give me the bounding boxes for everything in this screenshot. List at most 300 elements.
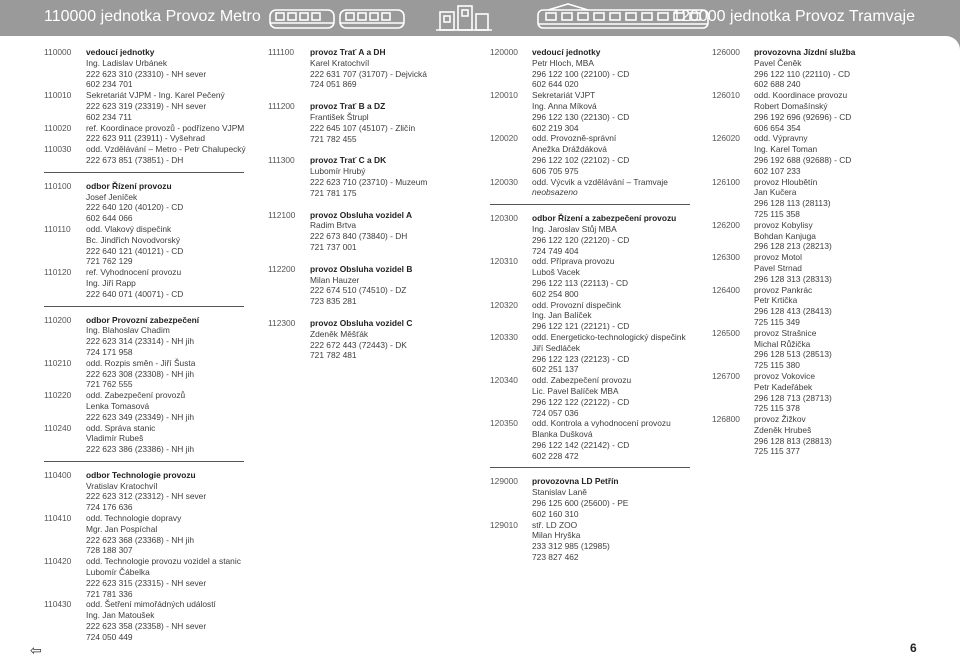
phone-line: 222 623 368 (23368) - NH jih <box>86 534 195 545</box>
unit-code: 110240 <box>44 422 72 433</box>
phone-line: 721 762 555 <box>86 379 133 390</box>
entry-content <box>754 47 922 90</box>
unit-code: 126300 <box>712 252 740 263</box>
unit-name: odd. Energeticko-technologický dispečink <box>532 331 686 342</box>
person-name: Stanislav Laně <box>532 487 587 498</box>
unit-code: 110410 <box>44 513 72 524</box>
entry-content <box>532 476 705 519</box>
section-divider <box>490 467 690 468</box>
directory-entry <box>712 133 922 176</box>
phone-line: 296 122 113 (22113) - CD <box>532 277 629 288</box>
person-name: Bohdan Kanjuga <box>754 230 816 241</box>
entry-content <box>86 267 259 299</box>
unit-code: 110030 <box>44 144 72 155</box>
unit-name: provoz Obsluha vozidel C <box>310 317 413 328</box>
unit-code: 111300 <box>268 155 295 166</box>
person-name: Robert Domašínský <box>754 100 828 111</box>
entry-content <box>310 155 473 198</box>
directory-entry <box>712 285 922 328</box>
directory-entry <box>44 315 259 358</box>
transport-icons <box>268 2 718 34</box>
directory-entry <box>44 513 259 556</box>
entry-content <box>86 315 259 358</box>
unit-name: ref. Koordinace provozů - podřízeno VJPM <box>86 122 245 133</box>
unit-name: odd. Provozní dispečink <box>532 299 621 310</box>
entry-content <box>532 418 705 461</box>
city-building-icon <box>436 6 492 30</box>
unit-code: 110010 <box>44 90 72 101</box>
entry-content <box>754 414 922 457</box>
mobile-number: 725 115 377 <box>754 446 800 457</box>
person-name: Anežka Dráždáková <box>532 144 607 155</box>
person-name: Lenka Tomasová <box>86 400 150 411</box>
unit-name: odd. Příprava provozu <box>532 256 615 267</box>
unit-name: vedoucí jednotky <box>86 47 155 57</box>
phone-line: 222 640 071 (40071) - CD <box>86 288 184 299</box>
phone-line: 296 122 130 (22130) - CD <box>532 111 630 122</box>
unit-code: 112200 <box>268 263 296 274</box>
unit-code: 110100 <box>44 180 72 191</box>
phone-line: 233 312 985 (12985) <box>532 541 610 552</box>
unit-code: 110120 <box>44 267 72 278</box>
person-name: Jiří Sedláček <box>532 342 580 353</box>
unit-code: 120030 <box>490 176 518 187</box>
unit-name: odd. Výpravny <box>754 133 808 144</box>
mobile-number: 721 782 481 <box>310 350 357 361</box>
entry-content <box>532 177 705 199</box>
unit-code: 120300 <box>490 213 518 224</box>
unit-name: odbor Provozní zabezpečení <box>86 314 200 325</box>
unit-code: 111100 <box>268 47 295 57</box>
unit-name: odd. Provozně-správní <box>532 133 617 144</box>
directory-entry <box>490 133 705 176</box>
phone-line: 222 623 315 (23315) - NH sever <box>86 577 207 588</box>
unit-name: odd. Šetření mimořádných událostí <box>86 599 216 610</box>
directory-entry <box>712 371 922 414</box>
entry-content <box>310 264 473 307</box>
entry-content <box>532 213 705 256</box>
column-metro-operations <box>268 47 473 361</box>
mobile-number: 602 254 800 <box>532 288 579 299</box>
mobile-number: 725 115 380 <box>754 360 800 371</box>
metro-train-icon <box>270 10 404 28</box>
entry-content <box>86 423 259 455</box>
mobile-number: 721 781 175 <box>310 187 357 198</box>
entry-content <box>532 90 705 133</box>
phone-line: 296 128 313 (28313) <box>754 273 832 284</box>
phone-line: 222 623 358 (23358) - NH sever <box>86 621 207 632</box>
person-name: Bc. Jindřich Novodvorský <box>86 234 181 245</box>
directory-entry <box>44 390 259 422</box>
section-divider <box>44 461 244 462</box>
unit-code: 126000 <box>712 47 740 57</box>
unit-code: 129000 <box>490 476 518 487</box>
unit-name: odbor Řízení provozu <box>86 180 172 191</box>
mobile-number: 721 737 001 <box>310 241 357 252</box>
corner-decoration <box>930 36 960 50</box>
directory-entry <box>712 47 922 90</box>
mobile-number: 725 115 378 <box>754 403 800 414</box>
unit-name: odbor Řízení a zabezpečení provozu <box>532 213 677 224</box>
person-name: Luboš Vacek <box>532 267 580 278</box>
directory-entry <box>44 599 259 642</box>
unit-code: 110200 <box>44 314 72 325</box>
phone-line: 296 122 120 (22120) - CD <box>532 234 630 245</box>
directory-entry <box>44 470 259 513</box>
unit-name: odbor Technologie provozu <box>86 469 196 480</box>
entry-content <box>310 318 473 361</box>
entry-content <box>532 133 705 176</box>
unit-name: odd. Zabezpečení provozu <box>532 375 632 386</box>
person-name: Petr Kadeřábek <box>754 381 813 392</box>
mobile-number: 724 749 404 <box>532 245 579 256</box>
directory-entry <box>490 47 705 90</box>
directory-entry <box>44 144 259 166</box>
unit-name: odd. Správa stanic <box>86 422 156 433</box>
person-name: Lubomír Čábelka <box>86 567 150 578</box>
header-right-title: 120000 jednotka Provoz Tramvaje <box>672 8 915 25</box>
unit-name: provoz Hloubětín <box>754 176 818 187</box>
phone-line: 222 674 510 (74510) - DZ <box>310 285 407 296</box>
person-name: Radim Brtva <box>310 220 357 231</box>
unit-name: vedoucí jednotky <box>532 47 601 57</box>
unit-name: provozovna Jízdní služba <box>754 47 856 57</box>
entry-content <box>532 332 705 375</box>
phone-line: 296 128 113 (28113) <box>754 198 831 209</box>
directory-entry <box>44 423 259 455</box>
entry-content <box>310 210 473 253</box>
directory-entry <box>712 220 922 252</box>
mobile-number: 602 688 240 <box>754 79 801 90</box>
person-name: Zdeněk Měšťák <box>310 328 369 339</box>
phone-line: 296 122 123 (22123) - CD <box>532 353 630 364</box>
header-bar <box>0 0 960 36</box>
person-name: Karel Kratochvíl <box>310 57 370 68</box>
person-name: Ing. Jan Matoušek <box>86 610 155 621</box>
person-name: Vratislav Kratochvíl <box>86 480 158 491</box>
phone-line: 296 122 142 (22142) - CD <box>532 439 630 450</box>
person-name: Ing. Blahoslav Chadim <box>86 325 170 336</box>
directory-entry <box>490 177 705 199</box>
person-name: Vladimír Rubeš <box>86 433 144 444</box>
phone-line: 296 122 100 (22100) - CD <box>532 68 630 79</box>
person-name: Petr Hloch, MBA <box>532 57 594 68</box>
mobile-number: 724 171 958 <box>86 346 133 357</box>
directory-entry <box>44 224 259 267</box>
entry-content <box>754 177 922 220</box>
directory-entry <box>490 300 705 332</box>
unit-code: 126200 <box>712 219 740 230</box>
directory-entry <box>490 520 705 563</box>
person-name: Milan Hauzer <box>310 274 360 285</box>
person-name: Milan Hryška <box>532 530 581 541</box>
person-name: Mgr. Jan Pospíchal <box>86 523 158 534</box>
phone-line: 296 128 513 (28513) <box>754 349 832 360</box>
directory-entry <box>490 90 705 133</box>
unit-code: 126500 <box>712 327 740 338</box>
entry-content <box>532 47 705 90</box>
mobile-number: 723 835 281 <box>310 296 357 307</box>
mobile-number: 724 050 449 <box>86 631 133 642</box>
entry-content <box>86 47 259 90</box>
directory-entry <box>490 418 705 461</box>
unit-name: Sekretariát VJPM - Ing. Karel Pečený <box>86 90 225 101</box>
mobile-number: 728 188 307 <box>86 545 133 556</box>
directory-entry <box>490 213 705 256</box>
unit-name: odd. Kontrola a vyhodnocení provozu <box>532 418 671 429</box>
mobile-number: 602 228 472 <box>532 450 579 461</box>
person-name: Petr Krtička <box>754 295 798 306</box>
person-name: 222 673 851 (73851) - DH <box>86 154 184 165</box>
phone-line: 296 128 713 (28713) <box>754 392 832 403</box>
unit-code: 110420 <box>44 556 72 567</box>
unit-code: 112100 <box>268 209 296 220</box>
unit-name: odd. Koordinace provozu <box>754 90 848 101</box>
person-name: Ing. Anna Míková <box>532 100 597 111</box>
unit-code: 120310 <box>490 256 518 267</box>
directory-entry <box>490 476 705 519</box>
phone-line: 296 122 102 (22102) - CD <box>532 154 630 165</box>
unit-code: 120000 <box>490 47 518 57</box>
unit-name: provozovna LD Petřín <box>532 476 619 487</box>
mobile-number: 602 251 137 <box>532 364 579 375</box>
directory-entry <box>44 358 259 390</box>
phone-line: 222 640 121 (40121) - CD <box>86 245 184 256</box>
header-left-title: 110000 jednotka Provoz Metro <box>44 8 261 25</box>
mobile-number: 724 051 869 <box>310 79 357 90</box>
directory-entry <box>712 177 922 220</box>
directory-entry <box>712 252 922 284</box>
person-name: Michal Růžička <box>754 338 811 349</box>
phone-line: 296 125 600 (25600) - PE <box>532 498 629 509</box>
phone-line: 296 122 122 (22122) - CD <box>532 396 630 407</box>
directory-entry <box>712 328 922 371</box>
directory-entry <box>44 90 259 122</box>
page-number: 6 <box>910 641 917 655</box>
unit-code: 110430 <box>44 599 72 610</box>
entry-content <box>86 224 259 267</box>
unit-code: 120330 <box>490 331 518 342</box>
unit-name: provoz Žižkov <box>754 414 806 425</box>
person-name: Zdeněk Hrubeš <box>754 424 812 435</box>
unit-name: provoz Trať A a DH <box>310 47 386 57</box>
person-name: Ing. Jan Balíček <box>532 310 592 321</box>
person-name: František Štrupl <box>310 111 369 122</box>
entry-content <box>310 47 473 90</box>
phone-line: 222 623 386 (23386) - NH jih <box>86 444 195 455</box>
directory-entry <box>490 256 705 299</box>
entry-content <box>86 358 259 390</box>
entry-content <box>86 390 259 422</box>
directory-entry <box>490 375 705 418</box>
entry-content <box>532 256 705 299</box>
mobile-number: 606 705 975 <box>532 165 579 176</box>
mobile-number: 724 057 036 <box>532 407 579 418</box>
person-name: 222 623 308 (23308) - NH jih <box>86 368 195 379</box>
unit-code: 126020 <box>712 133 740 144</box>
entry-content <box>754 90 922 133</box>
directory-entry <box>44 267 259 299</box>
section-divider <box>490 204 690 205</box>
mobile-number: 725 115 358 <box>754 208 800 219</box>
phone-line: 296 128 413 (28413) <box>754 306 832 317</box>
mobile-number: 721 781 336 <box>86 588 133 599</box>
mobile-number: 721 762 129 <box>86 256 133 267</box>
directory-entry <box>44 123 259 145</box>
mobile-number: 725 115 349 <box>754 316 800 327</box>
unit-code: 110210 <box>44 357 72 368</box>
unit-name: provoz Vokovice <box>754 370 815 381</box>
mobile-number: 602 234 701 <box>86 79 133 90</box>
unit-name: odd. Technologie provozu vozidel a stanic <box>86 556 241 567</box>
arrow-left-icon[interactable]: ⇦ <box>30 642 42 658</box>
person-name: Ing. Jaroslav Stůj MBA <box>532 223 617 234</box>
unit-code: 120340 <box>490 375 518 386</box>
entry-content <box>532 520 705 563</box>
unit-code: 110220 <box>44 390 72 401</box>
unit-code: 120320 <box>490 299 518 310</box>
entry-content <box>310 101 473 144</box>
phone-line: 296 128 213 (28213) <box>754 241 832 252</box>
person-name: neobsazeno <box>532 187 578 198</box>
unit-code: 120020 <box>490 133 518 144</box>
phone-line: 602 234 711 <box>86 111 132 122</box>
column-tram-units <box>490 47 705 563</box>
person-name: Lubomír Hrubý <box>310 166 366 177</box>
mobile-number: 602 160 310 <box>532 508 579 519</box>
unit-name: provoz Strašnice <box>754 327 817 338</box>
unit-name: odd. Technologie dopravy <box>86 513 182 524</box>
section-divider <box>44 172 244 173</box>
unit-name: provoz Obsluha vozidel A <box>310 209 413 220</box>
phone-line: 296 192 696 (92696) - CD <box>754 111 852 122</box>
entry-content <box>754 328 922 371</box>
unit-code: 110400 <box>44 469 72 480</box>
unit-name: provoz Trať C a DK <box>310 155 387 166</box>
phone-line: 222 623 312 (23312) - NH sever <box>86 491 207 502</box>
person-name: Josef Jeníček <box>86 191 138 202</box>
person-name: 222 623 911 (23911) - Vyšehrad <box>86 133 206 144</box>
person-name: Pavel Strnad <box>754 262 802 273</box>
mobile-number: 606 654 354 <box>754 122 801 133</box>
mobile-number: 602 644 066 <box>86 213 133 224</box>
person-name: Ing. Jiří Rapp <box>86 277 136 288</box>
unit-code: 126010 <box>712 90 740 101</box>
phone-line: 222 623 310 (23310) - NH sever <box>86 68 207 79</box>
phone-line: 296 122 121 (22121) - CD <box>532 321 630 332</box>
unit-code: 110000 <box>44 47 72 57</box>
unit-code: 126700 <box>712 370 740 381</box>
unit-code: 126100 <box>712 176 740 187</box>
entry-content <box>86 513 259 556</box>
column-tram-depots <box>712 47 922 457</box>
unit-name: ref. Vyhodnocení provozu <box>86 267 182 278</box>
person-name: Jan Kučera <box>754 187 797 198</box>
unit-name: provoz Pankrác <box>754 284 813 295</box>
mobile-number: 602 644 020 <box>532 79 579 90</box>
phone-line: 222 673 840 (73840) - DH <box>310 231 408 242</box>
unit-name: provoz Trať B a DZ <box>310 101 386 112</box>
unit-code: 129010 <box>490 519 518 530</box>
entry-content <box>754 220 922 252</box>
directory-entry <box>268 318 473 361</box>
unit-code: 112300 <box>268 317 296 328</box>
person-name: Lic. Pavel Balíček MBA <box>532 385 619 396</box>
directory-entry <box>268 210 473 253</box>
mobile-number: 602 107 233 <box>754 165 801 176</box>
unit-code: 126400 <box>712 284 740 295</box>
directory-entry <box>268 155 473 198</box>
person-name: 222 623 319 (23319) - NH sever <box>86 100 207 111</box>
unit-code: 110020 <box>44 122 72 133</box>
phone-line: 222 623 710 (23710) - Muzeum <box>310 176 428 187</box>
unit-code: 120350 <box>490 418 518 429</box>
unit-name: stř. LD ZOO <box>532 519 578 530</box>
mobile-number: 602 219 304 <box>532 122 579 133</box>
phone-line: 296 128 813 (28813) <box>754 435 832 446</box>
unit-name: odd. Zabezpečení provozů <box>86 390 186 401</box>
entry-content <box>86 556 259 599</box>
mobile-number: 721 782 455 <box>310 133 357 144</box>
unit-name: odd. Vlakový dispečink <box>86 223 172 234</box>
entry-content <box>754 285 922 328</box>
phone-line: 296 122 110 (22110) - CD <box>754 68 851 79</box>
entry-content <box>532 300 705 332</box>
unit-name: odd. Rozpis směn - Jiří Šusta <box>86 357 196 368</box>
unit-name: provoz Obsluha vozidel B <box>310 263 413 274</box>
unit-name: odd. Výcvik a vzdělávání – Tramvaje <box>532 176 668 187</box>
unit-code: 111200 <box>268 101 295 112</box>
directory-entry <box>44 47 259 90</box>
person-name: Ing. Ladislav Urbánek <box>86 57 168 68</box>
mobile-number: 723 827 462 <box>532 552 579 563</box>
directory-entry <box>268 47 473 90</box>
entry-content <box>86 90 259 122</box>
entry-content <box>754 133 922 176</box>
mobile-number: 724 176 636 <box>86 502 133 513</box>
phone-line: 222 645 107 (45107) - Zličín <box>310 122 416 133</box>
unit-name: odd. Vzdělávání – Metro - Petr Chalupecký <box>86 144 246 155</box>
entry-content <box>86 599 259 642</box>
phone-line: 222 631 707 (31707) - Dejvická <box>310 68 427 79</box>
entry-content <box>86 144 259 166</box>
unit-code: 120010 <box>490 90 518 101</box>
person-name: Blanka Dušková <box>532 429 593 440</box>
phone-line: 222 623 314 (23314) - NH jih <box>86 336 195 347</box>
entry-content <box>532 375 705 418</box>
phone-line: 222 640 120 (40120) - CD <box>86 202 184 213</box>
person-name: Ing. Karel Toman <box>754 144 818 155</box>
directory-entry <box>712 90 922 133</box>
directory-entry <box>268 264 473 307</box>
unit-code: 110110 <box>44 223 71 234</box>
entry-content <box>754 371 922 414</box>
unit-code: 126800 <box>712 414 740 425</box>
directory-entry <box>44 181 259 224</box>
directory-entry <box>268 101 473 144</box>
section-divider <box>44 306 244 307</box>
unit-name: provoz Motol <box>754 252 802 263</box>
directory-entry <box>44 556 259 599</box>
phone-line: 296 192 688 (92688) - CD <box>754 154 852 165</box>
phone-line: 222 623 349 (23349) - NH jih <box>86 411 195 422</box>
entry-content <box>754 252 922 284</box>
unit-name: Sekretariát VJPT <box>532 90 596 101</box>
entry-content <box>86 470 259 513</box>
entry-content <box>86 181 259 224</box>
phone-line: 222 672 443 (72443) - DK <box>310 339 407 350</box>
column-metro-units <box>44 47 259 643</box>
